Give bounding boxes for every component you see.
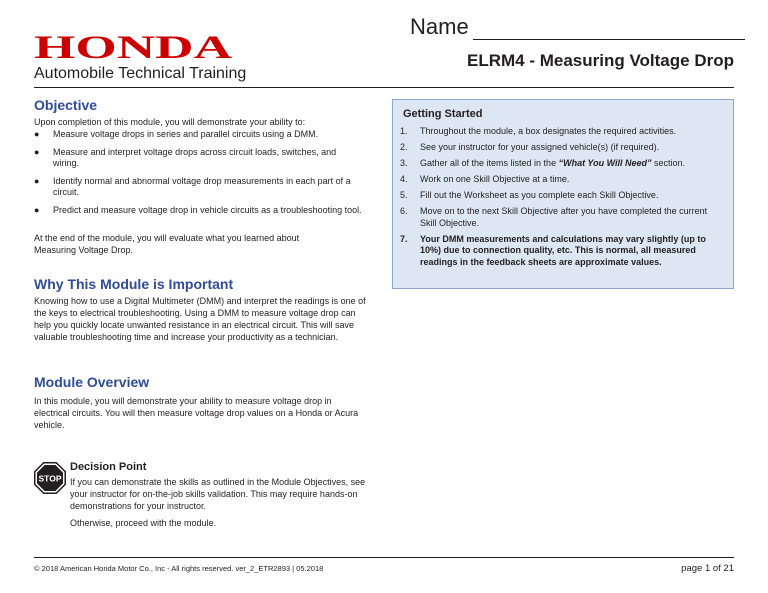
page-number: page 1 of 21 (681, 563, 734, 574)
getting-started-list (400, 126, 726, 273)
footer-divider (34, 557, 734, 558)
list-item: 5. Fill out the Worksheet as you complete each Skill Objective. (400, 190, 659, 200)
list-item: 4. Work on one Skill Objective at a time. (400, 174, 570, 184)
decision-point-title: Decision Point (70, 461, 147, 473)
why-text: Knowing how to use a Digital Multimeter (DMM) and interpret the readings is one of the keys to electrical troubleshooting. Using a DMM to measure voltage drop can help you quickly locate unwanted resistance in an electrical circuit. This will save valuable troubleshooting time and increase your productivity as a technician. (34, 296, 366, 342)
objective-list (34, 129, 364, 222)
header-subtitle: Automobile Technical Training (34, 65, 247, 82)
objective-title: Objective (34, 97, 98, 113)
list-item: ● Identify normal and abnormal voltage drop measurements in each part of a circuit. (34, 175, 351, 197)
honda-logo (34, 33, 234, 61)
list-item: 3. Gather all of the items listed in the “What You Will Need” section. (400, 158, 686, 168)
list-item: 2. See your instructor for your assigned vehicle(s) (if required). (400, 142, 660, 152)
list-item: ● Measure and interpret voltage drops across circuit loads, switches, and wiring. (34, 146, 337, 168)
getting-started-box (392, 99, 734, 289)
list-item: ● Measure voltage drops in series and parallel circuits using a DMM. (34, 129, 319, 139)
decision-point-text-2: Otherwise, proceed with the module. (70, 518, 217, 528)
stop-sign-icon (34, 462, 66, 494)
svg-text:STOP: STOP (38, 473, 62, 484)
objective-intro: Upon completion of this module, you will demonstrate your ability to: (34, 117, 306, 127)
getting-started-title: Getting Started (403, 108, 483, 120)
header-divider (34, 87, 734, 88)
document-title: ELRM4 - Measuring Voltage Drop (467, 51, 734, 70)
overview-title: Module Overview (34, 374, 150, 390)
name-field (410, 14, 745, 40)
name-underline (473, 20, 745, 40)
why-title: Why This Module is Important (34, 276, 234, 292)
honda-logo-text: HONDA (34, 33, 233, 61)
name-label: Name (410, 14, 469, 39)
overview-text: In this module, you will demonstrate your ability to measure voltage drop in electrical circuits. You will then measure voltage drop values on a Honda or Acura vehicle. (34, 396, 359, 430)
footer-copyright: © 2018 American Honda Motor Co., Inc - All rights reserved. ver_2_ETR2893 | 05.2018 (34, 564, 324, 573)
list-item: 7. Your DMM measurements and calculations may vary slightly (up to 10%) due to connection quality, etc. This is normal, all measured readings in the feedback sheets are approximate values. (400, 233, 706, 267)
list-item: ● Predict and measure voltage drop in vehicle circuits as a troubleshooting tool. (34, 204, 362, 215)
decision-point-text: If you can demonstrate the skills as outlined in the Module Objectives, see your instructor for on-the-job skills validation. This may require hands-on demonstrations for your instructor. (70, 477, 366, 511)
objective-outro: At the end of the module, you will evaluate what you learned about Measuring Voltage Drop. (34, 233, 300, 255)
list-item: 1. Throughout the module, a box designates the required activities. (400, 126, 677, 136)
list-item: 6. Move on to the next Skill Objective after you have completed the current Skill Objective. (400, 206, 708, 228)
